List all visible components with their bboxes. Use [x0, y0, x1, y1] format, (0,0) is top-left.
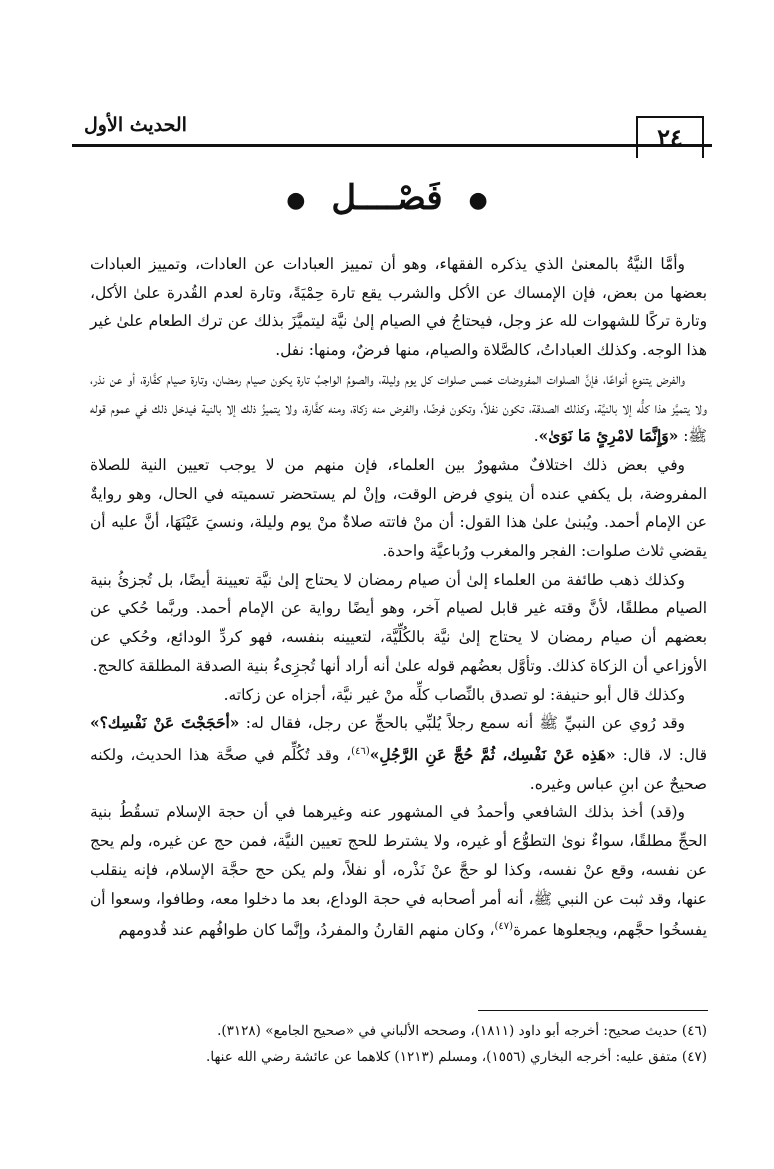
header-rule [72, 144, 712, 147]
paragraph-text: وكذلك قال أبو حنيفة: لو تصدق بالنِّصاب كلِّه منْ غير نيَّة، أجزاه عن زكاته. [223, 685, 685, 704]
paragraph-text: وقد رُوي عن النبيِّ ﷺ أنه سمع رجلاً يُلبِّي بالحجِّ عن رجل، فقال له: [239, 714, 685, 733]
body-text [90, 250, 707, 945]
bullet-icon: ● [468, 187, 488, 213]
paragraph-text: . [533, 427, 539, 446]
paragraph [90, 250, 707, 365]
chapter-title: الحديث الأول [84, 114, 187, 136]
footnotes [90, 1018, 707, 1070]
paragraph [90, 451, 707, 566]
footnote-ref[interactable]: (٤٦) [351, 745, 370, 757]
page-header [72, 96, 712, 156]
paragraph-text: وأمَّا النيَّةُ بالمعنىٰ الذي يذكره الفقهاء، وهو أن تمييز العبادات عن العادات، وتمييز العبادات بعضها من بعض، فإن الإمساك عن الأكل والشرب يقع تارة حِمْيَةً، وتارة لعدم القُدرة علىٰ الأكل، وتارة تركًا للشهوات لله عز وجل، فيحتاجُ في الصيام إلىٰ نيَّة ليتميَّزَ بذلك عن ترك الطعام علىٰ غير هذا الوجه. وكذلك العباداتُ، كالصَّلاة والصيام، منها فرضٌ، ومنها: نفل. [90, 255, 707, 360]
paragraph [90, 798, 707, 945]
hadith-quote: «وَإِنَّمَا لامْرِئٍ مَا نَوَىٰ» [538, 427, 679, 446]
paragraph [90, 681, 707, 710]
paragraph [90, 365, 707, 451]
hadith-quote: «أحَجَجْتَ عَنْ نَفْسِك؟» [90, 714, 240, 733]
page-number: ٢٤ [636, 116, 704, 158]
paragraph [90, 709, 707, 798]
paragraph-text: ، وكان منهم القارنُ والمفردُ، وإنَّما كان طوافُهم عند قُدومهم [118, 921, 495, 940]
paragraph-text: وكذلك ذهب طائفة من العلماء إلىٰ أن صيام رمضان لا يحتاج إلىٰ نيَّة تعيينة أيضًا، بل تُجزئُ بنية الصيام مطلقًا، لأنَّ وقته غير قابل لصيام آخر، وهو أيضًا رواية عن الإمام أحمد. وربَّما حُكي عن بعضهم أن صيام رمضان لا يحتاج إلىٰ نيَّة بالكُلِّيَّة، لتعيينه بنفسه، فهو كردِّ الودائع، وحُكي عن الأوزاعي أن الزكاة كذلك. وتأوَّل بعضُهم قوله علىٰ أنه أراد أنها تُجزِىءُ بنية الصدقة المطلقة كالحج. [90, 570, 707, 675]
bullet-icon: ● [286, 187, 306, 213]
section-title-text: فَصْــــل [331, 178, 443, 218]
paragraph-text: قال: لا، قال: [615, 746, 707, 765]
paragraph-text: والفرض يتنوع أنواعًا، فإنَّ الصلوات المفروضات خمس صلوات كل يوم وليلة، والصومُ الواجبُ تارة يكون صيام رمضان، وتارة صيام كفَّارة، أو عن نذر، ولا يتميَّز هذا كلُّه إلا بالنيَّة، وكذلك الصدقة، تكون نفلاً، وتكون فرضًا، والفرض منه زكاة، ومنه كفَّارة، ولا يتميزُ ذلك إلا بالنية فيدخل ذلك في عموم قوله ﷺ: [90, 369, 707, 446]
paragraph-text: وفي بعض ذلك اختلافٌ مشهورٌ بين العلماء، فإن منهم من لا يوجب تعيين النية للصلاة المفروضة، بل يكفي عنده أن ينوي فرض الوقت، وإنْ لم يستحضر تسميته في الحال، وهو روايةٌ عن الإمام أحمد. ويُبنىٰ علىٰ هذا القول: أن منْ فاتته صلاةٌ منْ يوم وليلة، ونسيَ عَيْنَهَا، أنَّ عليه أن يقضي ثلاث صلوات: الفجر والمغرب ورُباعيَّة واحدة. [90, 455, 707, 561]
paragraph [90, 566, 707, 681]
section-title [0, 178, 774, 218]
paragraph-text: ، وقد تُكُلِّم في صحَّة هذا الحديث، ولكنه صحيحٌ عن ابنِ عباس وغيره. [90, 746, 707, 793]
footnote-ref[interactable]: (٤٧) [494, 921, 514, 933]
hadith-quote: «هَذِه عَنْ نَفْسِك، ثُمَّ حُجَّ عَنِ الرَّجُلِ» [369, 746, 616, 765]
paragraph-text: و(قد) أخذ بذلك الشافعي وأحمدُ في المشهور عنه وغيرهما في أن حجة الإسلام تسقُطُ بنية الحجِّ مطلقًا، سواءٌ نوىٰ التطوُّع أو غيره، ولا يشترط للحج تعيين النيَّة، فمن حج عن غيره، ولم يحج عن نفسه، وقع عنْ نفسه، وكذا لو حجَّ عنْ نَذْره، أو نفلاً، ولم يكن حج حجَّة الإسلام، فإنه ينقلب عنها، وقد ثبت عن النبي ﷺ، أنه أمر أصحابه في حجة الوداع، بعد ما دخلوا معه، وطافوا، وسعوا أن يفسخُوا حجَّهم، ويجعلوها عمرة [90, 803, 707, 940]
footnote: (٤٦) حديث صحيح: أخرجه أبو داود (١٨١١)، وصححه الألباني في «صحيح الجامع» (٣١٢٨). [217, 1023, 707, 1039]
footnote: (٤٧) متفق عليه: أخرجه البخاري (١٥٥٦)، ومسلم (١٢١٣) كلاهما عن عائشة رضي الله عنها. [206, 1049, 707, 1065]
footnote-divider [478, 1010, 708, 1011]
